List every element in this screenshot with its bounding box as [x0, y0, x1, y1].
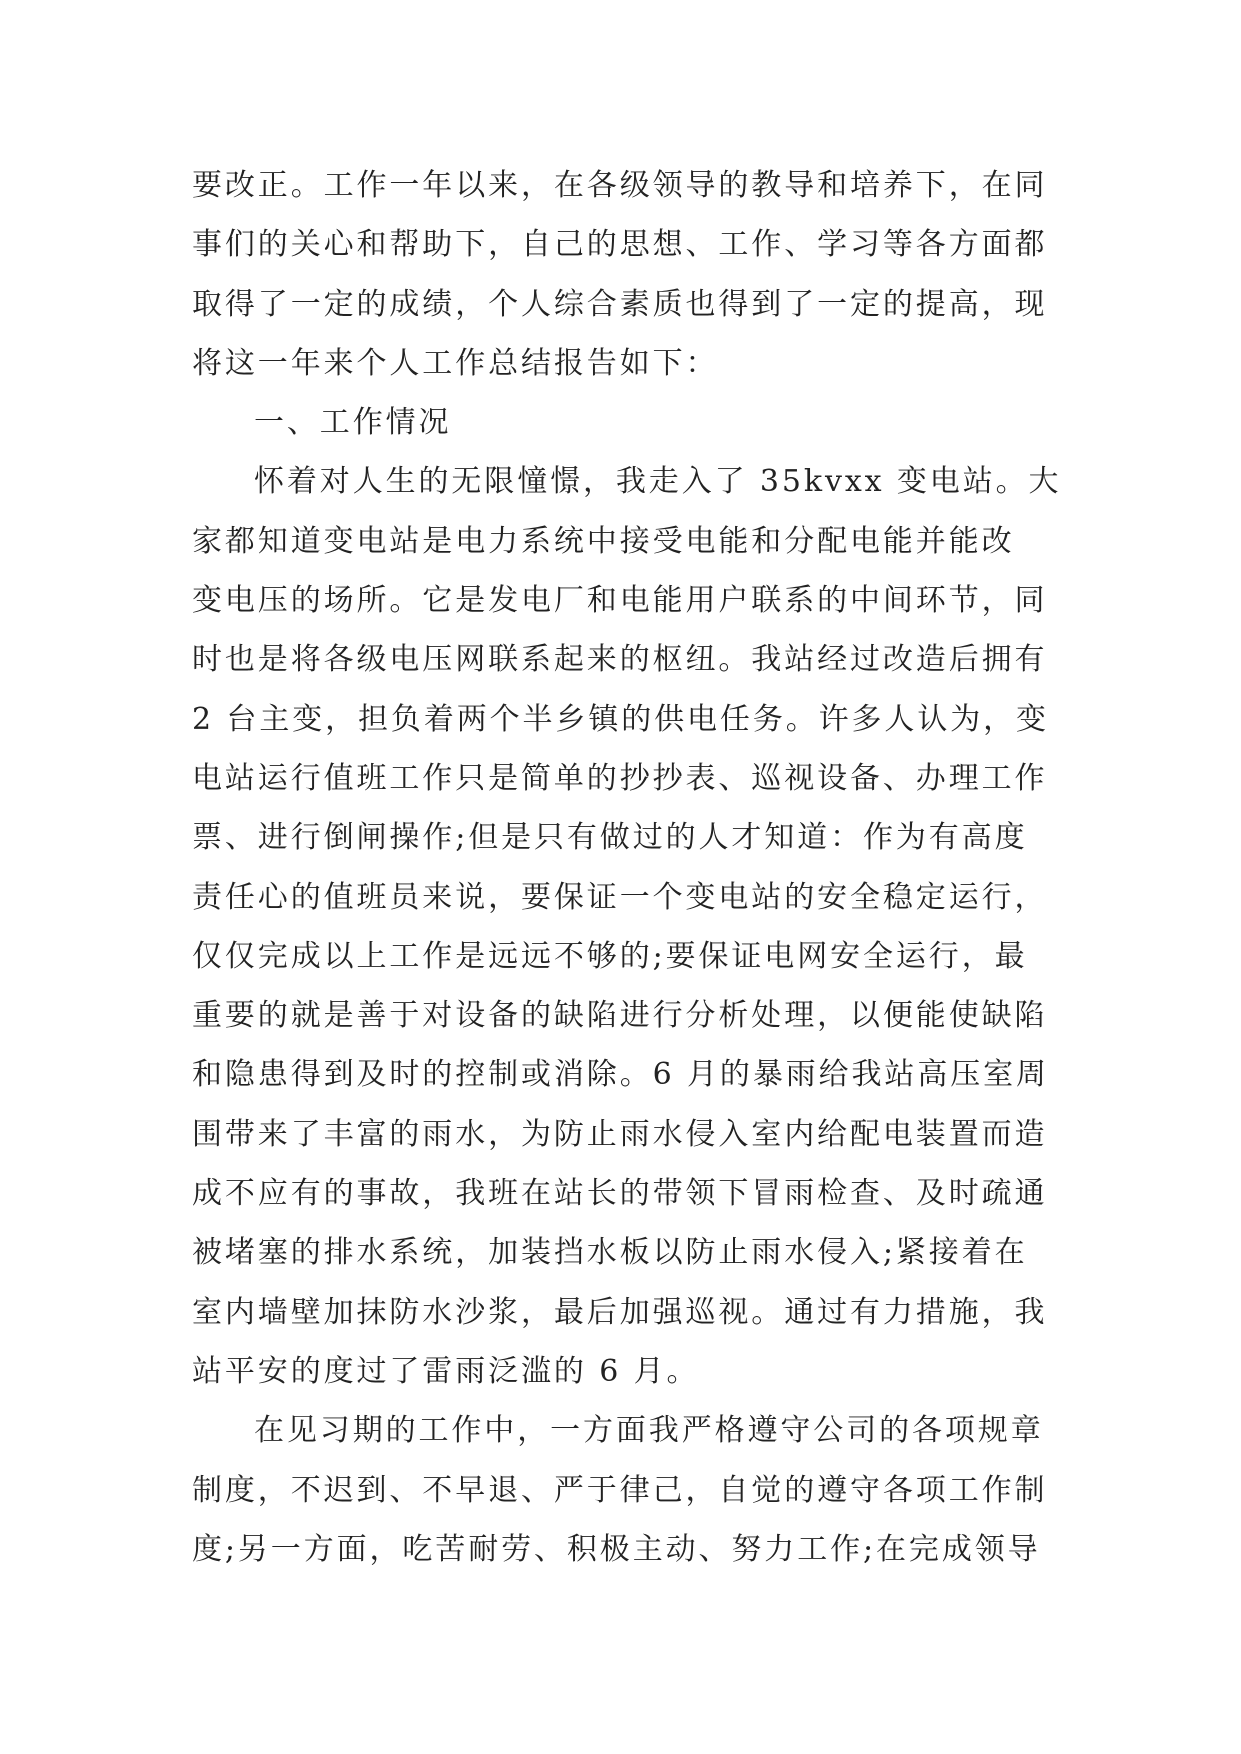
text-line: 怀着对人生的无限憧憬，我走入了 35kvxx 变电站。大 [254, 464, 1062, 500]
text-line: 重要的就是善于对设备的缺陷进行分析处理，以便能使缺陷 [192, 998, 1048, 1034]
text-line: 票、进行倒闸操作;但是只有做过的人才知道：作为有高度 [192, 820, 1028, 856]
body-text [192, 156, 1060, 1579]
text-line: 时也是将各级电压网联系起来的枢纽。我站经过改造后拥有 [192, 642, 1048, 678]
text-line: 制度，不迟到、不早退、严于律己，自觉的遵守各项工作制 [192, 1472, 1048, 1508]
text-line: 成不应有的事故，我班在站长的带领下冒雨检查、及时疏通 [192, 1176, 1048, 1212]
text-line: 将这一年来个人工作总结报告如下： [192, 345, 719, 381]
text-line: 站平安的度过了雷雨泛滥的 6 月。 [192, 1353, 700, 1389]
text-line: 在见习期的工作中，一方面我严格遵守公司的各项规章 [254, 1413, 1044, 1449]
section-heading: 一、工作情况 [254, 405, 452, 441]
text-line: 度;另一方面，吃苦耐劳、积极主动、努力工作;在完成领导 [192, 1531, 1041, 1567]
text-line: 家都知道变电站是电力系统中接受电能和分配电能并能改 [192, 523, 1015, 559]
text-line: 取得了一定的成绩，个人综合素质也得到了一定的提高，现 [192, 286, 1048, 322]
text-line: 电站运行值班工作只是简单的抄抄表、巡视设备、办理工作 [192, 760, 1048, 796]
text-line: 围带来了丰富的雨水，为防止雨水侵入室内给配电装置而造 [192, 1116, 1048, 1152]
text-line: 责任心的值班员来说，要保证一个变电站的安全稳定运行， [192, 879, 1048, 915]
text-line: 变电压的场所。它是发电厂和电能用户联系的中间环节，同 [192, 583, 1048, 619]
text-line: 和隐患得到及时的控制或消除。6 月的暴雨给我站高压室周 [192, 1057, 1049, 1093]
text-line: 事们的关心和帮助下，自己的思想、工作、学习等各方面都 [192, 227, 1048, 263]
text-line: 仅仅完成以上工作是远远不够的;要保证电网安全运行，最 [192, 938, 1028, 974]
text-line: 要改正。工作一年以来，在各级领导的教导和培养下，在同 [192, 168, 1048, 203]
text-line: 室内墙壁加抹防水沙浆，最后加强巡视。通过有力措施，我 [192, 1294, 1048, 1330]
text-line: 被堵塞的排水系统，加装挡水板以防止雨水侵入;紧接着在 [192, 1235, 1028, 1271]
text-line: 2 台主变，担负着两个半乡镇的供电任务。许多人认为，变 [192, 701, 1049, 737]
